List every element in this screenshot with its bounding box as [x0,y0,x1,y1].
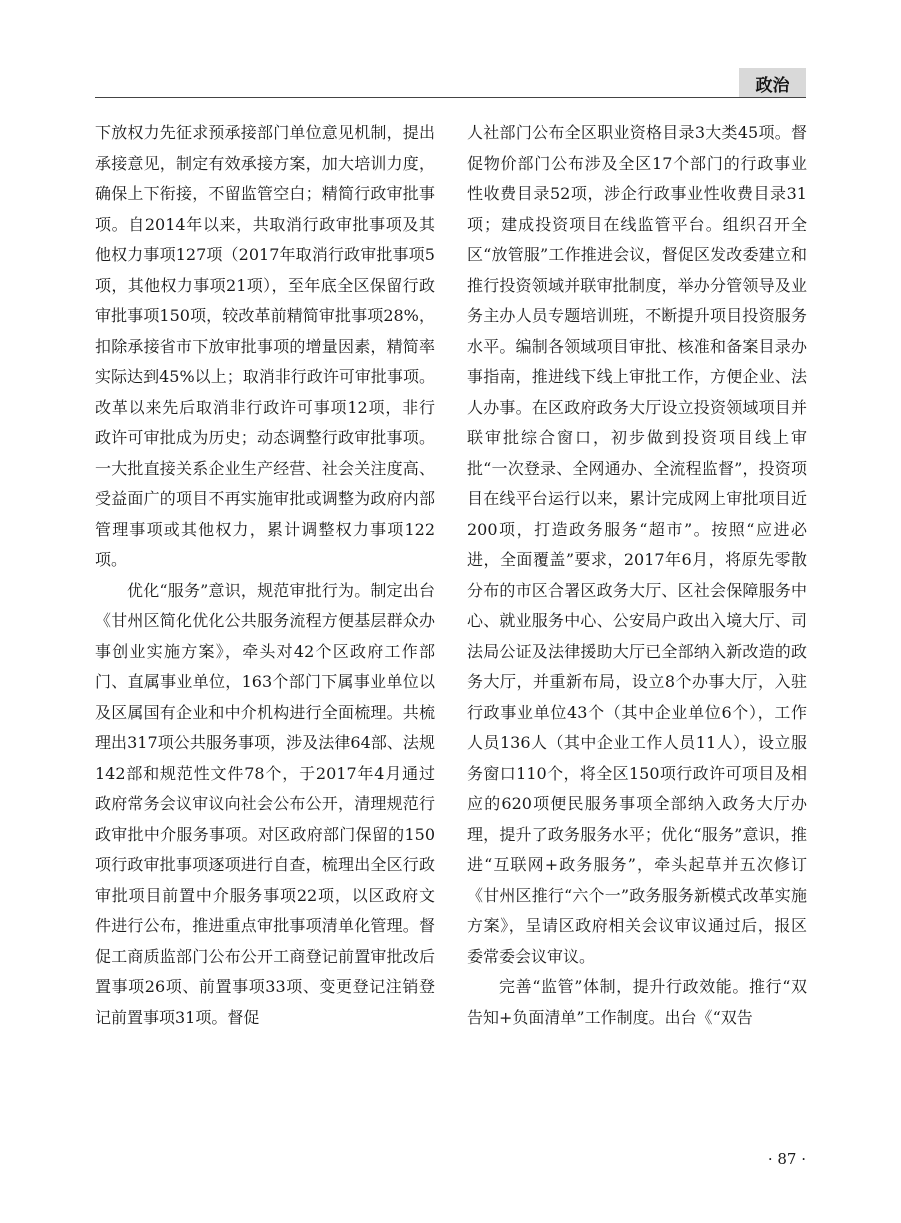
left-paragraph-2: 优化“服务”意识，规范审批行为。制定出台《甘州区简化优化公共服务流程方便基层群众办事创业实施方案》，牵头对42个区政府工作部门、直属事业单位，163个部门下属事业单位以及区属国有企业和中介机构进行全面梳理。共梳理出317项公共服务事项，涉及法律64部、法规142部和规范性文件78个，于2017年4月通过政府常务会议审议向社会公布公开，清理规范行政审批中介服务事项。对区政府部门保留的150项行政审批事项逐项进行自查，梳理出全区行政审批项目前置中介服务事项22项，以区政府文件进行公布，推进重点审批事项清单化管理。督促工商质监部门公布公开工商登记前置审批改后置事项26项、前置事项33项、变更登记注销登记前置事项31项。督促 [95,580,435,1027]
left-paragraph-1: 下放权力先征求预承接部门单位意见机制，提出承接意见，制定有效承接方案，加大培训力度，确保上下衔接，不留监管空白；精简行政审批事项。自2014年以来，共取消行政审批事项及其他权力事项127项（2017年取消行政审批事项5项，其他权力事项21项），至年底全区保留行政审批事项150项，较改革前精简审批事项28%，扣除承接省市下放审批事项的增量因素，精简率实际达到45%以上；取消非行政许可审批事项。改革以来先后取消非行政许可事项12项，非行政许可审批成为历史；动态调整行政审批事项。一大批直接关系企业生产经营、社会关注度高、受益面广的项目不再实施审批或调整为政府内部管理事项或其他权力，累计调整权力事项122项。 [95,123,435,569]
left-column [95,118,435,1033]
right-paragraph-2: 完善“监管”体制，提升行政效能。推行“双告知+负面清单”工作制度。出台《“双告 [467,977,807,1027]
right-column [467,118,807,1033]
section-tab: 政治 [739,68,806,98]
header-rule [95,97,806,98]
page-number: · 87 · [767,1150,806,1168]
right-paragraph-1: 人社部门公布全区职业资格目录3大类45项。督促物价部门公布涉及全区17个部门的行政事业性收费目录52项，涉企行政事业性收费目录31项；建成投资项目在线监管平台。组织召开全区“放管服”工作推进会议，督促区发改委建立和推行投资领域并联审批制度，举办分管领导及业务主办人员专题培训班，不断提升项目投资服务水平。编制各领域项目审批、核准和备案目录办事指南，推进线下线上审批工作，方便企业、法人办事。在区政府政务大厅设立投资领域项目并联审批综合窗口，初步做到投资项目线上审批“一次登录、全网通办、全流程监督”，投资项目在线平台运行以来，累计完成网上审批项目近200项，打造政务服务“超市”。按照“应进必进，全面覆盖”要求，2017年6月，将原先零散分布的市区合署区政务大厅、区社会保障服务中心、就业服务中心、公安局户政出入境大厅、司法局公证及法律援助大厅已全部纳入新改造的政务大厅，并重新布局，设立8个办事大厅，入驻行政事业单位43个（其中企业单位6个），工作人员136人（其中企业工作人员11人），设立服务窗口110个，将全区150项行政许可项目及相应的620项便民服务事项全部纳入政务大厅办理，提升了政务服务水平；优化“服务”意识，推进“互联网+政务服务”，牵头起草并五次修订《甘州区推行“六个一”政务服务新模式改革实施方案》，呈请区政府相关会议审议通过后，报区委常委会议审议。 [467,123,807,966]
